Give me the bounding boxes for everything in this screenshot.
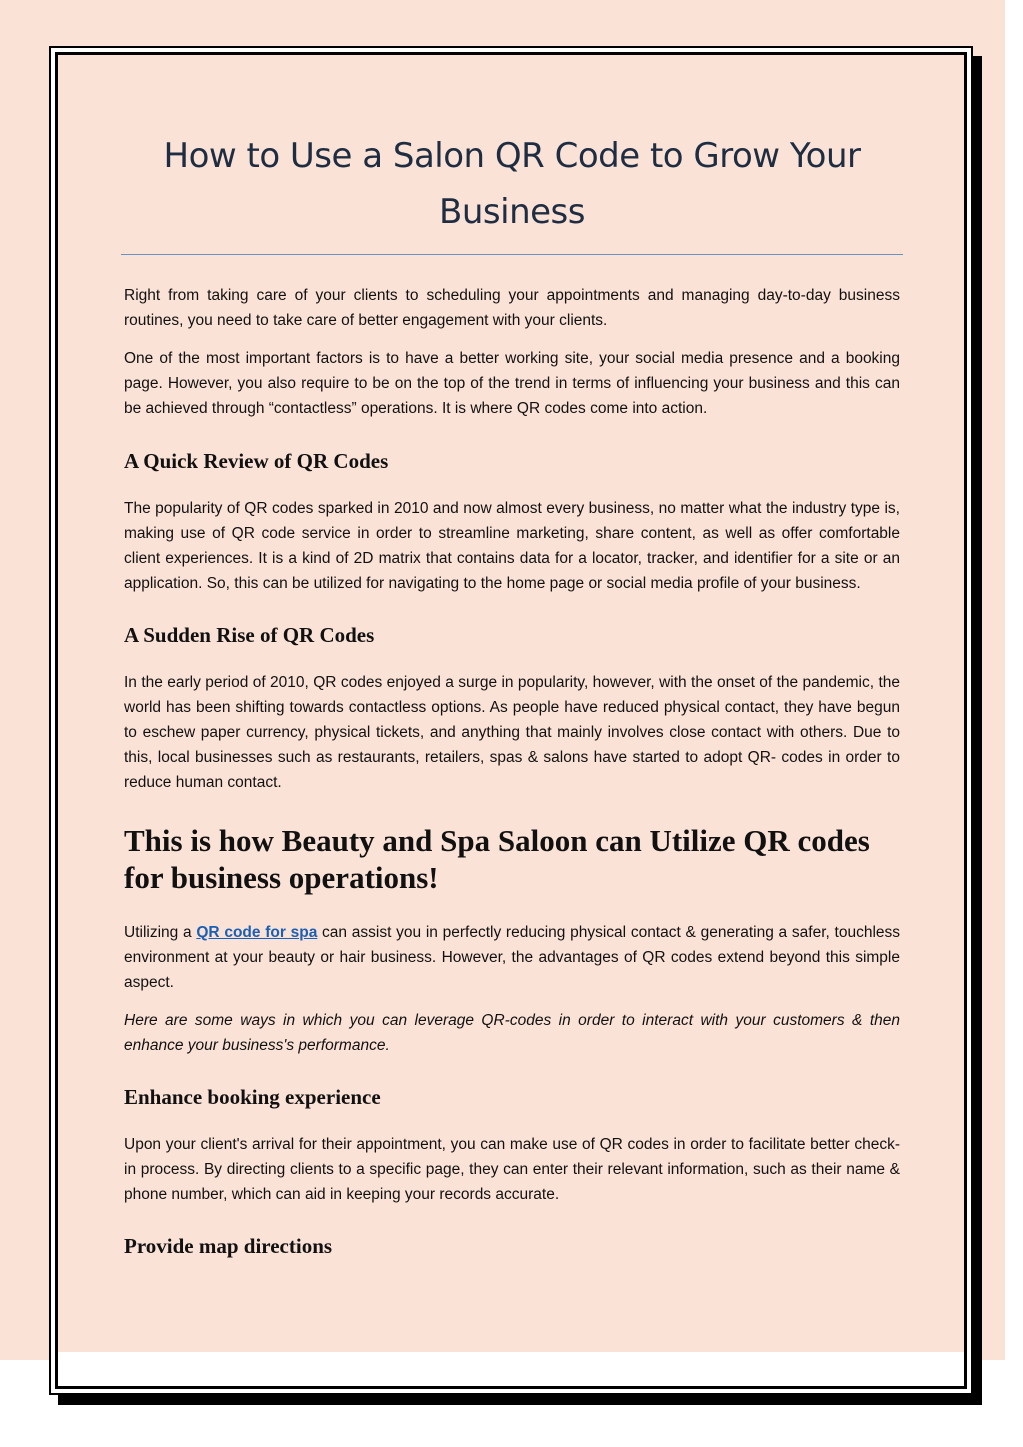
utilize-text-prefix: Utilizing a	[124, 924, 197, 941]
qr-code-for-spa-link[interactable]: QR code for spa	[196, 924, 318, 941]
section-heading-rise: A Sudden Rise of QR Codes	[124, 623, 375, 647]
document-body	[124, 128, 900, 1259]
section-heading-utilize: This is how Beauty and Spa Saloon can Utilize QR codes for business operations!	[124, 823, 870, 895]
intro-paragraph: One of the most important factors is to have a better working site, your social media presence and a booking page. However, you also require to be on the top of the trend in terms of influencing your business and this can be achieved through “contactless” operations. It is where QR codes come into action.	[124, 350, 900, 417]
document-title: How to Use a Salon QR Code to Grow Your Business	[121, 128, 903, 255]
section-heading-booking: Enhance booking experience	[124, 1085, 381, 1109]
section-heading-review: A Quick Review of QR Codes	[124, 449, 389, 473]
section-paragraph-rise: In the early period of 2010, QR codes enjoyed a surge in popularity, however, with the onset of the pandemic, the world has been shifting towards contactless options. As people have reduced physical contact, they have begun to eschew paper currency, physical tickets, and anything that mainly involves close contact with others. Due to this, local businesses such as restaurants, retailers, spas & salons have started to adopt QR- codes in order to reduce human contact.	[124, 674, 900, 791]
intro-paragraph: Right from taking care of your clients to scheduling your appointments and managing day-to-day business routines, you need to take care of better engagement with your clients.	[124, 287, 900, 329]
section-heading-map: Provide map directions	[124, 1234, 333, 1258]
section-paragraph-utilize	[124, 920, 900, 995]
section-paragraph-review: The popularity of QR codes sparked in 2010 and now almost every business, no matter what the industry type is, making use of QR code service in order to streamline marketing, share content, as well as offer comfortable client experiences. It is a kind of 2D matrix that contains data for a locator, tracker, and identifier for a site or an application. So, this can be utilized for navigating to the home page or social media profile of your business.	[124, 500, 900, 592]
ways-italic-paragraph: Here are some ways in which you can leverage QR-codes in order to interact with your customers & then enhance your business's performance.	[124, 1012, 900, 1054]
utilize-text-suffix: can assist you in perfectly reducing physical contact & generating a safer, touchless environment at your beauty or hair business. However, the advantages of QR codes extend beyond this simple aspect.	[124, 924, 901, 991]
section-paragraph-booking: Upon your client's arrival for their appointment, you can make use of QR codes in order to facilitate better check-in process. By directing clients to a specific page, they can enter their relevant information, such as their name & phone number, which can aid in keeping your records accurate.	[124, 1136, 900, 1203]
